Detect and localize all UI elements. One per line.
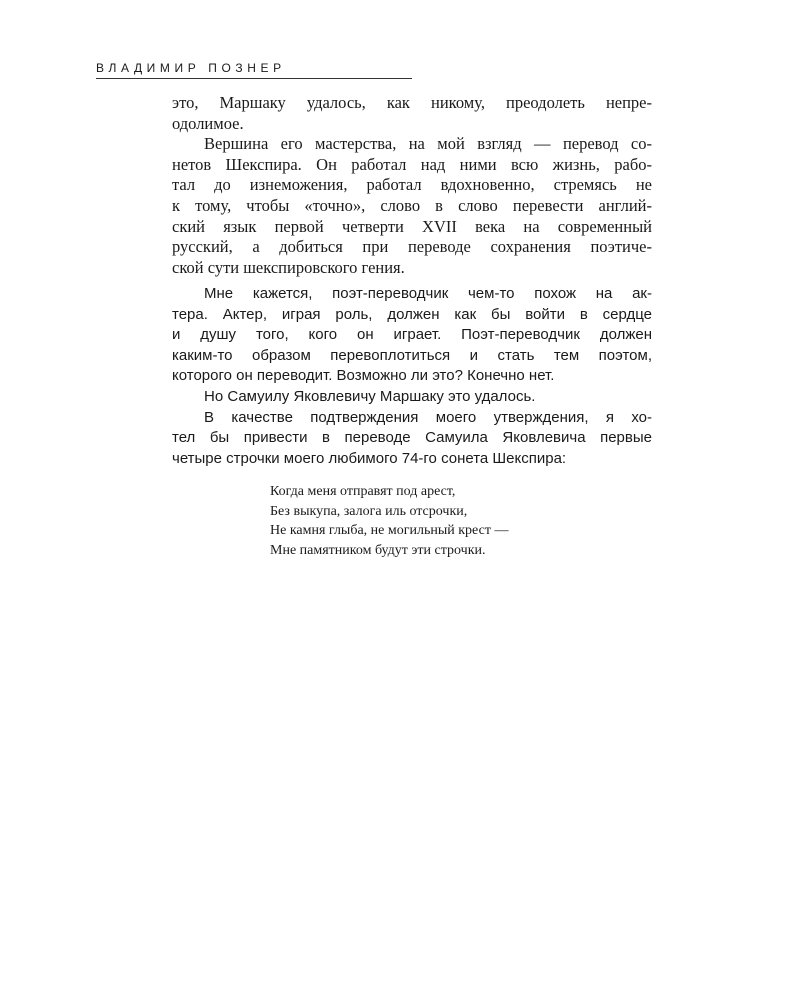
text-line: Мне кажется, поэт-переводчик чем-то похож на ак- (204, 285, 652, 302)
text-line: Но Самуилу Яковлевичу Маршаку это удалось. (204, 387, 536, 405)
text-line: и душу того, кого он играет. Поэт-переводчик должен (172, 326, 652, 344)
text-line: тел бы привести в переводе Самуила Яковлевича первые (172, 429, 652, 447)
running-head: ВЛАДИМИР ПОЗНЕР (96, 61, 286, 75)
text-line: четыре строчки моего любимого 74-го сонета Шекспира: (172, 449, 567, 467)
poem-line: Мне памятником будут эти строчки. (270, 542, 486, 558)
poem-line: Когда меня отправят под арест, (270, 484, 456, 499)
text-line: которого он переводит. Возможно ли это? Конечно нет. (172, 367, 555, 385)
header-rule (96, 78, 412, 79)
text-line: ский язык первой четверти XVII века на современный (172, 216, 652, 236)
poem-line: Без выкупа, залога иль отсрочки, (270, 503, 468, 519)
text-line: ской сути шекспировского гения. (172, 257, 405, 277)
poem-line: Не камня глыба, не могильный крест — (270, 523, 509, 538)
text-line: Вершина его мастерства, на мой взгляд — перевод со- (204, 134, 652, 154)
text-line: нетов Шекспира. Он работал над ними всю жизнь, рабо- (172, 154, 652, 174)
text-line: каким-то образом перевоплотиться и стать тем поэтом, (172, 346, 652, 364)
text-block-serif (172, 93, 652, 278)
text-line: к тому, чтобы «точно», слово в слово перевести англий- (172, 195, 652, 215)
text-line: тера. Актер, играя роль, должен как бы войти в сердце (172, 305, 652, 323)
sonet-quote (270, 482, 508, 560)
text-block-sans (172, 284, 652, 469)
text-line: русский, а добиться при переводе сохранения поэтиче- (172, 237, 652, 257)
text-line: одолимое. (172, 113, 244, 133)
text-line: В качестве подтверждения моего утверждения, я хо- (204, 408, 652, 426)
text-line: это, Маршаку удалось, как никому, преодолеть непре- (172, 93, 652, 112)
text-line: тал до изнеможения, работал вдохновенно, стремясь не (172, 175, 652, 195)
